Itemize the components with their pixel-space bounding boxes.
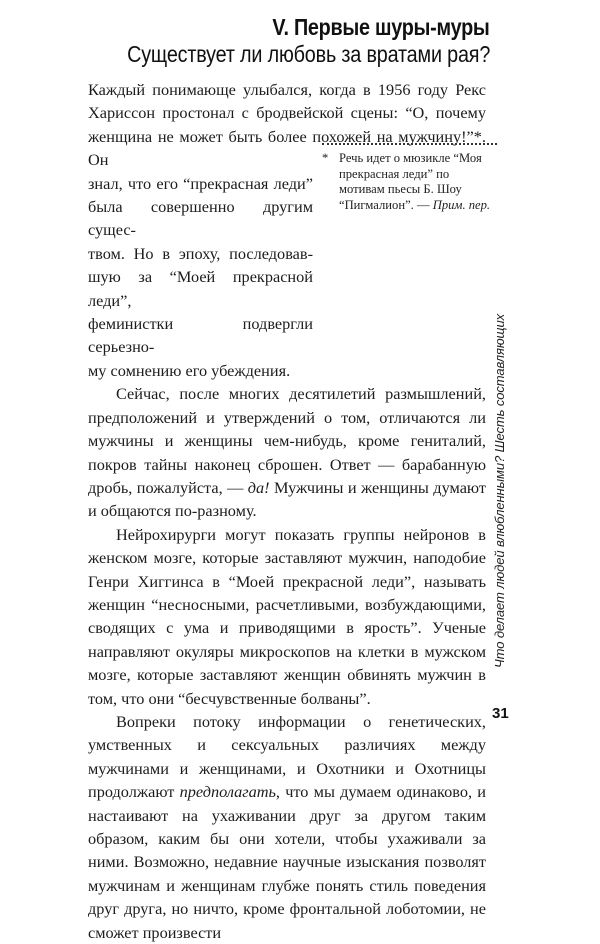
paragraph-1-line: была совершенно другим сущес- xyxy=(88,197,313,240)
paragraph-3: Нейрохирурги могут показать группы нейронов в женском мозге, которые заставляют мужчин, наподобие Генри Хиггинса в “Моей прекрасной леди”, называть женщин “несносными, расчетливыми, возбуждающими, сводящих с ума и приводящими в ярость”. Ученые направляют окуляры микроскопов на клетки в мужском мозге, которые заставляют женщин обвинять мужчин в том, что они “бесчувственные болваны”. xyxy=(88,524,486,708)
page-number: 31 xyxy=(492,705,509,722)
paragraph-1-line: шую за “Моей прекрасной леди”, xyxy=(88,267,313,310)
paragraph-2-text-a: Сейчас, после многих десятилетий размышлений, предположений и утверждений о том, отличаются ли мужчины и женщины чем-нибудь, кроме гениталий, покров тайны наконец сброшен. Ответ — барабанную дробь, пожалуйста, — xyxy=(88,384,486,497)
paragraph-2-text-b: Мужчины и женщины думают и общаются по-разному. xyxy=(88,477,486,521)
translator-note: Прим. пер. xyxy=(432,197,491,212)
paragraph-1-line: знал, что его “прекрасная леди” xyxy=(88,173,313,193)
footnote xyxy=(322,151,497,213)
chapter-title: V. Первые шуры-муры xyxy=(272,14,490,40)
paragraph-1-line: твом. Но в эпоху, последовав- xyxy=(88,243,313,263)
paragraph-1-line: му сомнению его убеждения. xyxy=(88,360,291,380)
paragraph-4-emphasis: предполагать xyxy=(179,782,276,802)
footnote-text: Речь идет о мюзикле “Моя прекрасная леди” по мотивам пьесы Б. Шоу “Пигмалион”. — xyxy=(339,151,482,212)
footnote-marker: * xyxy=(322,151,329,165)
footnote-body xyxy=(322,151,497,213)
paragraph-2-emphasis: да! xyxy=(247,477,270,497)
paragraph-4-text-b: , что мы думаем одинаково, и настаивают на ухаживании друг за другом таким образом, каким бы они хотели, чтобы ухаживали за ними. Возможно, недавние научные изыскания позволят мужчинам и женщинам глубже понять стиль поведения друг друга, но ничто, кроме фронтальной лоботомии, не сможет произвести xyxy=(88,782,486,942)
paragraph-1-line: Каждый понимающе улыбался, когда в 1956 году Рекс xyxy=(88,80,486,99)
chapter-subtitle: Существует ли любовь за вратами рая? xyxy=(126,41,490,67)
paragraph-1 xyxy=(88,78,486,382)
paragraph-1-line: Хариссон простонал с бродвейской сцены: “О, почему xyxy=(88,103,486,123)
footnote-divider xyxy=(322,143,497,145)
paragraph-1-line: женщина не может быть более похожей на мужчину!”*. Он xyxy=(88,126,486,170)
paragraph-2 xyxy=(88,382,486,522)
paragraph-1-line: феминистки подвергли серьезно- xyxy=(88,314,313,357)
paragraph-4 xyxy=(88,710,486,944)
paragraph-4-text-a: Вопреки потоку информации о генетических, умственных и сексуальных различиях между мужчинами и женщинами, и Охотники и Охотницы продолжают xyxy=(88,711,486,802)
running-head: Что делает людей влюбленными? Шесть составляющих xyxy=(492,314,507,668)
